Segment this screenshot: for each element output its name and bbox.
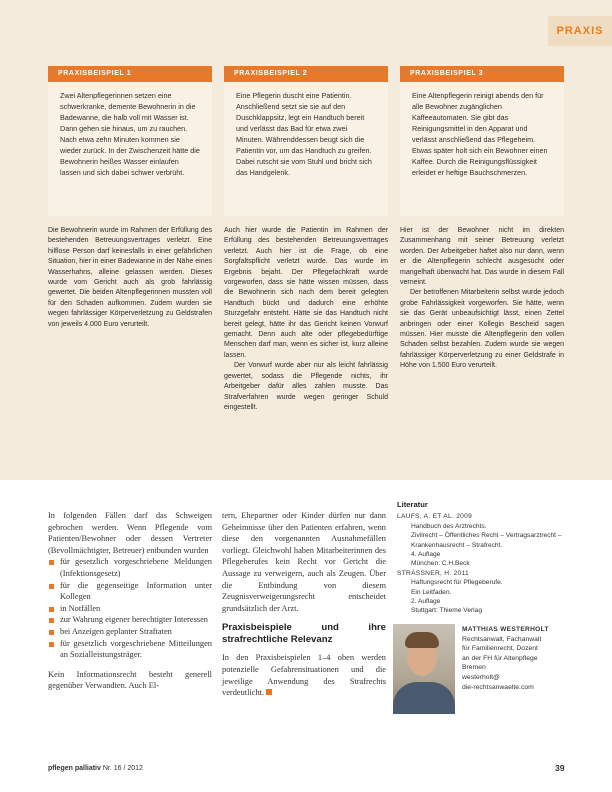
paragraph-text: In den Praxisbeispielen 1–4 oben werden potenzielle Gefahrensituationen und die jeweilige Anwendung des Strafrechts verdeutlicht. [222,653,386,698]
author-email[interactable]: westerholt@ [462,673,500,681]
author-photo [393,624,455,714]
case-analysis-column-3 [400,226,564,372]
paragraph: Die Bewohnerin wurde im Rahmen der Erfüllung des bestehenden Betreuungsvertrages verletzt. Eine hilflose Person darf keinesfalls in einer gefährlichen Situation, hier in einer Badewanne in der Nähe eines Wasserhahns, alleine gelassen werden. Dieses wurde vom Gericht auch als grob fahrlässig gewertet. Die beiden Altenpflegerinnen mussten voll für den Schaden aufkommen. Zudem wurden sie wegen fahrlässiger Körperverletzung zu Geldstrafen von jeweils 4.000 Euro verurteilt. [48,227,212,328]
author-line: an der FH für Altenpflege [462,654,538,662]
literature-entry [397,569,567,616]
paragraph: tern, Ehepartner oder Kinder dürfen nur dann Geheimnisse über den Patienten erfahren, wenn diese den vorgenannten Ausnahmefällen vorliegt. Gleichwohl haben Mitarbeiterinnen des Pflegeberufes kein Recht vor Gericht die Aussage zu verweigern, auch als Zeugen. Über die Entbindung von diesem Zeugnisverweigerungsrecht entscheidet grundsätzlich der Arzt. [222,511,386,613]
author-line: Rechtsanwalt, Fachanwalt [462,635,542,643]
exception-list [48,556,212,660]
literature-author: STRÄSSNER, H. 2011 [397,569,469,577]
paragraph: Auch hier wurde die Patientin im Rahmen der Erfüllung des bestehenden Betreuungsvertrages verletzt. Auch hier ist die Frage, ob eine Sorgfaltspflicht verletzt wurde. Das wurde im Ergebnis bejaht. Der Pflegefachkraft wurde vorgeworfen, dass sie hätte wissen müssen, dass die Bewohnerin sich nach dem bereit gelegten Handtuch bückt und dadurch eine erhöhte Sturzgefahr entsteht. Hätte sie das Handtuch nicht bereit gelegt, hätte ihr das Gericht keinen Vorwurf gemacht. Denn auch alte oder pflegebedürftige Menschen darf man, wenn es sicher ist, kurz alleine lassen. [224,227,388,359]
literature-line: München: C.H.Beck [411,560,470,568]
example-box-3 [400,66,564,216]
example-box-text: Eine Altenpflegerin reinigt abends den für alle Bewohner zugänglichen Kaffeeautomaten. Sie gibt das Reinigungsmittel in den Apparat und verlässt anschließend das Pflegeheim. Etwas später holt sich ein Bewohner einen Kaffee. Durch die Reinigungsflüssigkeit erleidet er heftige Bauchschmerzen. [412,91,548,177]
case-analysis-column-1 [48,226,212,330]
list-item: in Notfällen [48,603,212,615]
literature-line: 2. Auflage [411,598,441,606]
literature-line: Haftungsrecht für Pflegeberufe. [411,579,503,587]
list-item: bei Anzeigen geplanter Straftaten [48,626,212,638]
paragraph [222,652,386,698]
page-number: 39 [555,763,565,773]
list-item: für die gegenseitige Information unter Kollegen [48,580,212,603]
literature-entry [397,512,567,568]
example-box-1 [48,66,212,216]
list-item: für gesetzlich vorgeschriebene Mitteilungen an Sozialleistungsträger. [48,638,212,661]
paragraph: Hier ist der Bewohner nicht im direkten Zusammenhang mit seiner Betreuung verletzt worden. Der Arbeitgeber haftet also nur dann, wenn er die Altenpflegerin schlecht ausgesucht oder mangelhaft überwacht hat. Das wurde in diesem Fall verneint. [400,227,564,287]
photo-shirt [393,682,455,714]
paragraph: Der Vorwurf wurde aber nur als leicht fahrlässig gewertet, sodass die Pflegende nichts, ihr Arbeitgeber dafür alles zahlen musste. Das Strafverfahren wurde wegen geringer Schuld eingestellt. [224,362,388,411]
author-line: Bremen [462,664,486,672]
body-column-1 [48,510,212,692]
literature-line: Zivilrecht – Öffentliches Recht – Vertragsarztrecht – Krankenhausrecht – Strafrecht. [411,532,562,549]
example-box-text: Zwei Altenpflegerinnen setzen eine schwerkranke, demente Bewohnerin in die Badewanne, die halb voll mit Wasser ist. Dann gehen sie hinaus, um zu rauchen. Nach etwa zehn Minuten kommen sie wieder zurück. In der Zwischenzeit hätte die Bewohnerin heißes Wasser einlaufen lassen und sich dabei schwer verbrüht. [60,91,200,177]
example-box-2 [224,66,388,216]
paragraph: Kein Informationsrecht besteht generell gegenüber Verwandten. Auch El- [48,669,212,691]
list-item: zur Wahrung eigener berechtigter Interessen [48,614,212,626]
photo-hair [405,632,439,648]
literature-box [397,500,567,616]
journal-issue: Nr. 16 / 2012 [102,765,143,772]
paragraph: Der betroffenen Mitarbeiterin selbst wurde jedoch grobe Fahrlässigkeit vorgeworfen. Sie hätte, wenn sie das Gerät unbeaufsichtigt lässt, einen Zettel anbringen oder einer Kollegin Bescheid sagen müssen. Hier musste die Altenpflegerin den vollen Schaden selbst bezahlen. Zudem wurde sie wegen fahrlässiger Körperverletzung zu einer Geldstrafe in Höhe von 1.500 Euro verurteilt. [400,289,564,370]
literature-author: LAUFS, A. ET AL. 2009 [397,513,473,521]
footer-journal [48,765,143,772]
paragraph: In folgenden Fällen darf das Schweigen gebrochen werden. Wenn Pflegende vom Patienten/Bewohner oder dessen Vertreter (Bevollmächtigter, Betreuer) entbunden wurden [48,511,212,555]
author-name: MATTHIAS WESTERHOLT [462,626,549,633]
author-line: für Familienrecht, Dozent [462,645,538,653]
body-column-2 [222,510,386,699]
literature-line: Stuttgart: Thieme Verlag [411,607,482,615]
case-analysis-column-2 [224,226,388,413]
literature-title: Literatur [397,500,428,509]
example-box-title: PRAXISBEISPIEL 3 [400,66,564,82]
section-heading: Praxisbeispiele und ihre strafrechtliche Relevanz [222,622,386,646]
example-box-text: Eine Pflegerin duscht eine Patientin. Anschließend setzt sie sie auf den Duschklappsitz, legt ein Handtuch bereit und verlässt das Bad für etwa zwei Minuten. Währenddessen beugt sich die Patientin vor, um das Handtuch zu greifen. Dabei rutscht sie vom Stuhl und bricht sich das Handgelenk. [236,91,372,177]
end-mark-icon [266,689,272,695]
author-info [462,625,592,692]
author-email-domain[interactable]: die-rechtsanwaelte.com [462,683,534,691]
literature-line: Ein Leitfaden. [411,588,452,596]
list-item: für gesetzlich vorgeschriebene Meldungen (Infektionsgesetz) [48,556,212,579]
example-box-title: PRAXISBEISPIEL 1 [48,66,212,82]
literature-line: 4. Auflage [411,551,441,559]
section-tab: PRAXIS [548,16,612,46]
literature-line: Handbuch des Arztrechts. [411,522,487,530]
example-box-title: PRAXISBEISPIEL 2 [224,66,388,82]
journal-name: pflegen palliativ [48,765,101,772]
